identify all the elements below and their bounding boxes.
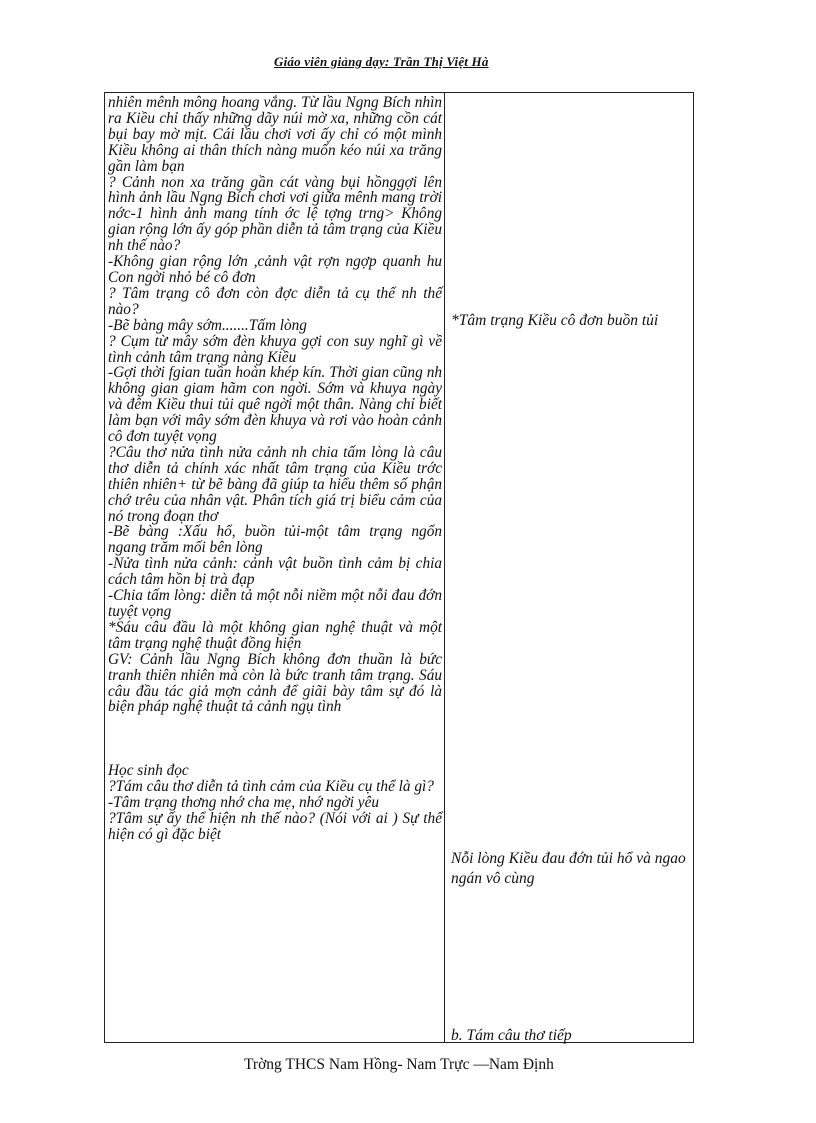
left-column: [108, 95, 442, 843]
question: ?Tám câu thơ diễn tả tình cảm của Kiều cụ thể là gì?: [108, 778, 434, 796]
question: ? Tâm trạng cô đơn còn đợc diễn tả cụ thể nh thế nào?: [108, 284, 442, 318]
answer: -Bẽ bàng :Xấu hổ, buồn tủi-một tâm trạng ngổn ngang trăm mối bên lòng: [108, 523, 442, 557]
right-note-loneliness: *Tâm trạng Kiều cô đơn buồn tủi: [451, 312, 659, 329]
instruction: Học sinh đọc: [108, 762, 189, 780]
page-footer-school: Trờng THCS Nam Hồng- Nam Trực —Nam Định: [244, 1056, 554, 1073]
summary: *Sáu câu đầu là một không gian nghệ thuật và một tâm trạng nghệ thuật đồng hiện: [108, 618, 442, 652]
answer: -Tâm trạng thơng nhớ cha mẹ, nhớ ngời yêu: [108, 794, 380, 812]
question: ?Tâm sự ấy thể hiện nh thế nào? (Nói với ai ) Sự thể hiện có gì đặc biệt: [108, 810, 442, 843]
question: ? Cụm từ mây sớm đèn khuya gợi con suy nghĩ gì về tình cảnh tâm trạng nàng Kiều: [108, 332, 442, 366]
page-header-teacher: Giáo viên giảng dạy: Trần Thị Việt Hà: [274, 54, 489, 69]
column-divider: [444, 93, 445, 1042]
answer: -Bẽ bàng mây sớm.......Tấm lòng: [108, 316, 307, 334]
answer: -Nửa tình nửa cảnh: cảnh vật buồn tình cảm bị chia cách tâm hồn bị trà đạp: [108, 555, 442, 589]
answer: -Gợi thời fgian tuần hoàn khép kín. Thời gian cũng nh không gian giam hãm con ngời. Sớm và khuya ngày và đêm Kiều thui tủi quê ngời một thân. Nàng chỉ biết làm bạn với mây sớm đèn khuya và rơi vào hoàn cảnh cô đơn tuyệt vọng: [108, 364, 442, 446]
right-note-pain: Nỗi lòng Kiều đau đớn tủi hổ và ngao ngán vô cùng: [451, 850, 686, 887]
lesson-table: [104, 92, 694, 1043]
question: ?Câu thơ nửa tình nửa cảnh nh chia tấm lòng là câu thơ diễn tả chính xác nhất tâm trạng của Kiều trớc thiên nhiên+ từ bẽ bàng đã giúp ta hiểu thêm số phận chớ trêu của nhân vật. Phân tích giá trị biểu cảm của nó trong đoạn thơ: [108, 443, 442, 525]
right-note-section-b: b. Tám câu thơ tiếp: [451, 1027, 572, 1044]
paragraph: nhiên mênh mông hoang vắng. Từ lầu Ngng Bích nhìn ra Kiều chỉ thấy những dãy núi mờ xa, những cồn cát bụi bay mờ mịt. Cái lầu chơi vơi ấy chỉ có một mình Kiều không ai thân thích nàng muốn kéo núi xa trăng gần làm bạn: [108, 94, 442, 175]
teacher-note: GV: Cảnh lầu Ngng Bích không đơn thuần là bức tranh thiên nhiên mà còn là bức tranh tâm trạng. Sáu câu đầu tác giả mợn cảnh để giãi bày tâm sự đó là biện pháp nghệ thuật tả cảnh ngụ tình: [108, 650, 442, 716]
question: ? Cảnh non xa trăng gần cát vàng bụi hồnggợi lên hình ảnh lầu Ngng Bích chơi vơi giữa mênh mang trời nớc-1 hình ảnh mang tính ớc lệ tợng trng> Không gian rộng lớn ấy góp phần diễn tả tâm trạng của Kiều nh thế nào?: [108, 173, 442, 255]
spacer: [108, 715, 442, 763]
answer: -Chia tấm lòng: diễn tả một nỗi niềm một nỗi đau đớn tuyệt vọng: [108, 587, 442, 620]
answer: -Không gian rộng lớn ,cảnh vật rợn ngợp quanh hu Con ngời nhỏ bé cô đơn: [108, 253, 442, 286]
